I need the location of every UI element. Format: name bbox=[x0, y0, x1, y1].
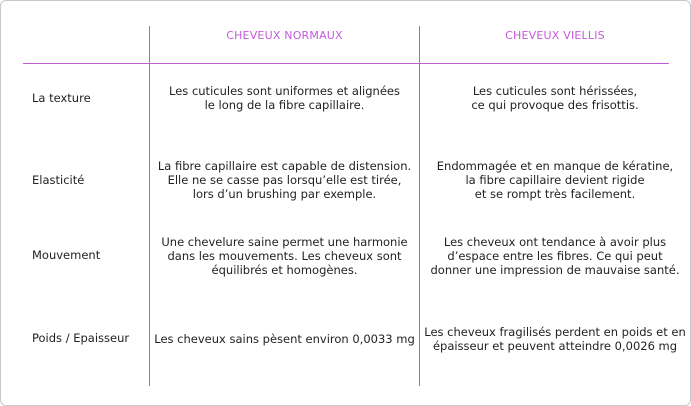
cell-mouvement-aged bbox=[420, 235, 690, 277]
cell-line: équilibrés et homogènes. bbox=[211, 263, 358, 277]
cell-line: donner une impression de mauvaise santé. bbox=[430, 263, 680, 277]
cell-line: Les cuticules sont hérissées, bbox=[472, 84, 638, 98]
cell-elasticite-aged bbox=[420, 159, 690, 201]
cell-line: d’espace entre les fibres. Ce qui peut bbox=[447, 249, 663, 263]
cell-line: Les cheveux sains pèsent environ 0,0033 mg bbox=[154, 332, 415, 346]
row-label-poids-epaisseur: Poids / Epaisseur bbox=[32, 331, 130, 345]
cell-line: la fibre capillaire devient rigide bbox=[465, 173, 645, 187]
row-label-texture: La texture bbox=[32, 91, 91, 105]
header-divider bbox=[23, 63, 669, 64]
cell-poids-normal bbox=[150, 332, 419, 346]
cell-line: Une chevelure saine permet une harmonie bbox=[161, 235, 408, 249]
cell-line: Les cheveux fragilisés perdent en poids et en bbox=[424, 325, 686, 339]
cell-mouvement-normal bbox=[150, 235, 419, 277]
cell-elasticite-normal bbox=[150, 159, 419, 201]
cell-line: Les cuticules sont uniformes et alignées bbox=[169, 84, 400, 98]
cell-line: ce qui provoque des frisottis. bbox=[471, 98, 639, 112]
row-label-mouvement: Mouvement bbox=[32, 248, 101, 262]
cell-line: Endommagée et en manque de kératine, bbox=[436, 159, 674, 173]
cell-poids-aged bbox=[420, 325, 690, 353]
column-header-normal: CHEVEUX NORMAUX bbox=[226, 29, 343, 42]
cell-line: Elle ne se casse pas lorsqu’elle est tirée, bbox=[167, 173, 402, 187]
cell-line: le long de la fibre capillaire. bbox=[204, 98, 365, 112]
cell-line: dans les mouvements. Les cheveux sont bbox=[167, 249, 402, 263]
column-header-aged: CHEVEUX VIELLIS bbox=[505, 29, 605, 42]
cell-texture-normal bbox=[150, 84, 419, 112]
row-label-elasticite: Elasticité bbox=[32, 173, 85, 187]
cell-line: Les cheveux ont tendance à avoir plus bbox=[443, 235, 667, 249]
cell-line: lors d’un brushing par exemple. bbox=[192, 187, 377, 201]
cell-line: et se rompt très facilement. bbox=[474, 187, 636, 201]
cell-line: épaisseur et peuvent atteindre 0,0026 mg bbox=[432, 339, 678, 353]
cell-line: La fibre capillaire est capable de distension. bbox=[157, 159, 412, 173]
cell-texture-aged bbox=[420, 84, 690, 112]
